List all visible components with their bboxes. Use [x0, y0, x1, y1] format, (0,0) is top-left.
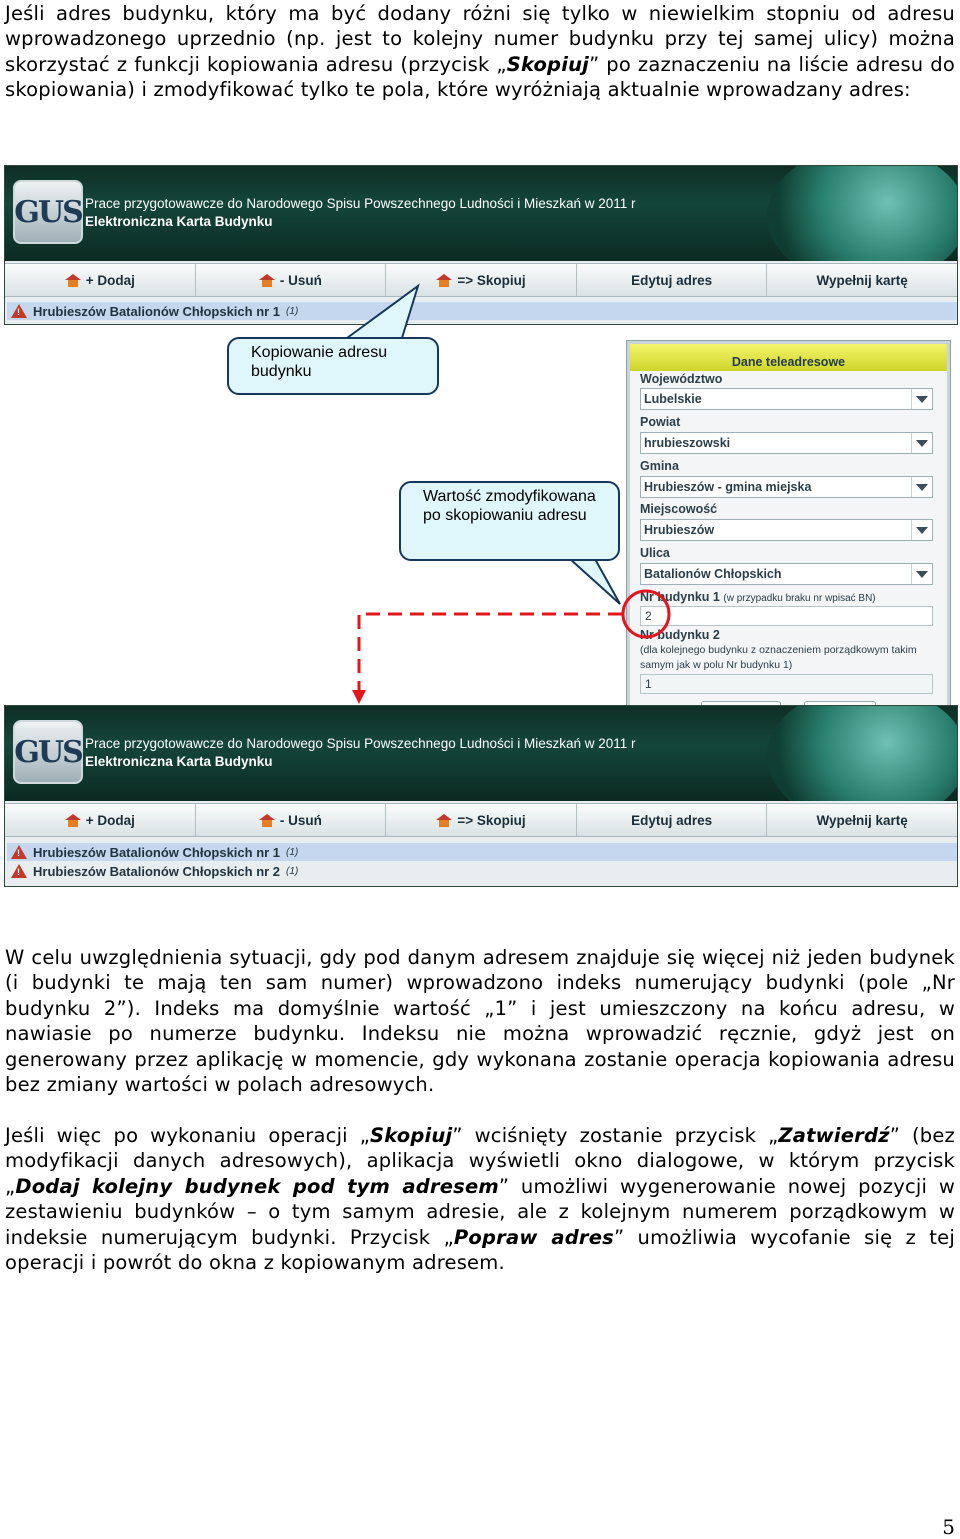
- list-item[interactable]: ! Hrubieszów Batalionów Chłopskich nr 2 (1): [7, 862, 957, 880]
- edit-address-button[interactable]: Edytuj adres: [577, 804, 768, 836]
- list-item[interactable]: ! Hrubieszów Batalionów Chłopskich nr 1 (1): [7, 302, 957, 320]
- callout-copy: Kopiowanie adresu budynku: [227, 337, 439, 395]
- delete-button[interactable]: - Usuń: [196, 264, 387, 296]
- building-nr1-label: Nr budynku 1 (w przypadku braku nr wpisać BN): [640, 590, 876, 604]
- voivodeship-label: Województwo: [640, 372, 723, 386]
- street-label: Ulica: [640, 546, 670, 560]
- building-nr2-hint: (dla kolejnego budynku z oznaczeniem porządkowym takim samym jak w polu Nr budynku 1): [640, 644, 917, 671]
- county-label: Powiat: [640, 415, 681, 429]
- highlight-circle: [623, 591, 669, 637]
- locality-label: Miejscowość: [640, 502, 718, 516]
- fill-card-button[interactable]: Wypełnij kartę: [816, 272, 908, 288]
- dashed-arrow-line: [359, 614, 622, 692]
- building-nr1-input[interactable]: 2: [640, 606, 933, 626]
- edit-address-button[interactable]: Edytuj adres: [577, 264, 768, 296]
- delete-button[interactable]: - Usuń: [196, 804, 387, 836]
- building-nr2-input[interactable]: 1: [640, 674, 933, 694]
- fill-card-button[interactable]: Wypełnij kartę: [816, 812, 908, 828]
- warning-icon: !: [11, 845, 27, 859]
- arrow-head-icon: [352, 690, 366, 704]
- banner-subtitle: Elektroniczna Karta Budynku: [85, 214, 273, 229]
- add-button[interactable]: + Dodaj: [5, 264, 196, 296]
- dialog-title: Dane teleadresowe: [630, 344, 947, 371]
- copy-button[interactable]: => Skopiuj: [386, 264, 577, 296]
- street-select[interactable]: Batalionów Chłopskich: [640, 563, 933, 585]
- intro-text-1: Jeśli adres budynku, który ma być dodany różni się tylko w niewielkim stopniu od adresu wprowadzonego uprzednio (np. jest to kolejny numer budynku przy tej samej ulicy) można skorzystać z funkcji kopiowania adresu (przycisk „: [5, 2, 955, 76]
- building-nr2-label: Nr budynku 2: [640, 628, 720, 642]
- banner-title: Prace przygotowawcze do Narodowego Spisu Powszechnego Ludności i Mieszkań w 2011 r: [85, 736, 636, 751]
- banner-title: Prace przygotowawcze do Narodowego Spisu Powszechnego Ludności i Mieszkań w 2011 r: [85, 196, 636, 211]
- banner-subtitle: Elektroniczna Karta Budynku: [85, 754, 273, 769]
- warning-icon: !: [11, 864, 27, 878]
- add-button[interactable]: + Dodaj: [5, 804, 196, 836]
- county-select[interactable]: hrubieszowski: [640, 432, 933, 454]
- index-paragraph: W celu uwzględnienia sytuacji, gdy pod danym adresem znajduje się więcej niż jeden budynek (i budynki te mają ten sam numer) wprowadzono indeks numerujący budynki (pole „Nr budynku 2”). Indeks ma domyślnie wartość „1” i jest umieszczony na końcu adresu, w nawiasie po numerze budynku. Indeksu nie można wprowadzić ręcznie, gdyż jest on generowany przez aplikację w momencie, gdy wykonana zostanie operacja kopiowania adresu bez zmiany wartości w polach adresowych.: [5, 946, 955, 1097]
- intro-bold-skopiuj: Skopiuj: [506, 52, 590, 76]
- list-item[interactable]: ! Hrubieszów Batalionów Chłopskich nr 1 (1): [7, 843, 957, 861]
- callout-pointer-copy: [347, 286, 418, 338]
- gus-logo: GUS: [13, 180, 83, 244]
- voivodeship-select[interactable]: Lubelskie: [640, 388, 933, 410]
- copy-button[interactable]: => Skopiuj: [386, 804, 577, 836]
- callout-modified: Wartość zmodyfikowana po skopiowaniu adresu: [399, 481, 620, 561]
- confirm-paragraph: Jeśli więc po wykonaniu operacji „Skopiuj” wciśnięty zostanie przycisk „Zatwierdź” (bez modyfikacji danych adresowych), aplikacja wyświetli okno dialogowe, w którym przycisk „Dodaj kolejny budynek pod tym adresem” umożliwi wygenerowanie nowej pozycji w zestawieniu budynków – o tym samym adresie, ale z kolejnym numerem porządkowym w indeksie numerującym budynki. Przycisk „Popraw adres” umożliwia wycofanie się z tej operacji i powrót do okna z kopiowanym adresem.: [5, 1124, 956, 1275]
- commune-label: Gmina: [640, 459, 679, 473]
- commune-select[interactable]: Hrubieszów - gmina miejska: [640, 476, 933, 498]
- warning-icon: !: [11, 304, 27, 318]
- intro-text-2: ” po zaznaczeniu na liście adresu do skopiowania) i zmodyfikować tylko te pola, które wyróżniają aktualnie wprowadzany adres:: [5, 52, 955, 102]
- page-number: 5: [942, 1515, 955, 1539]
- locality-select[interactable]: Hrubieszów: [640, 519, 933, 541]
- gus-logo: GUS: [13, 720, 83, 784]
